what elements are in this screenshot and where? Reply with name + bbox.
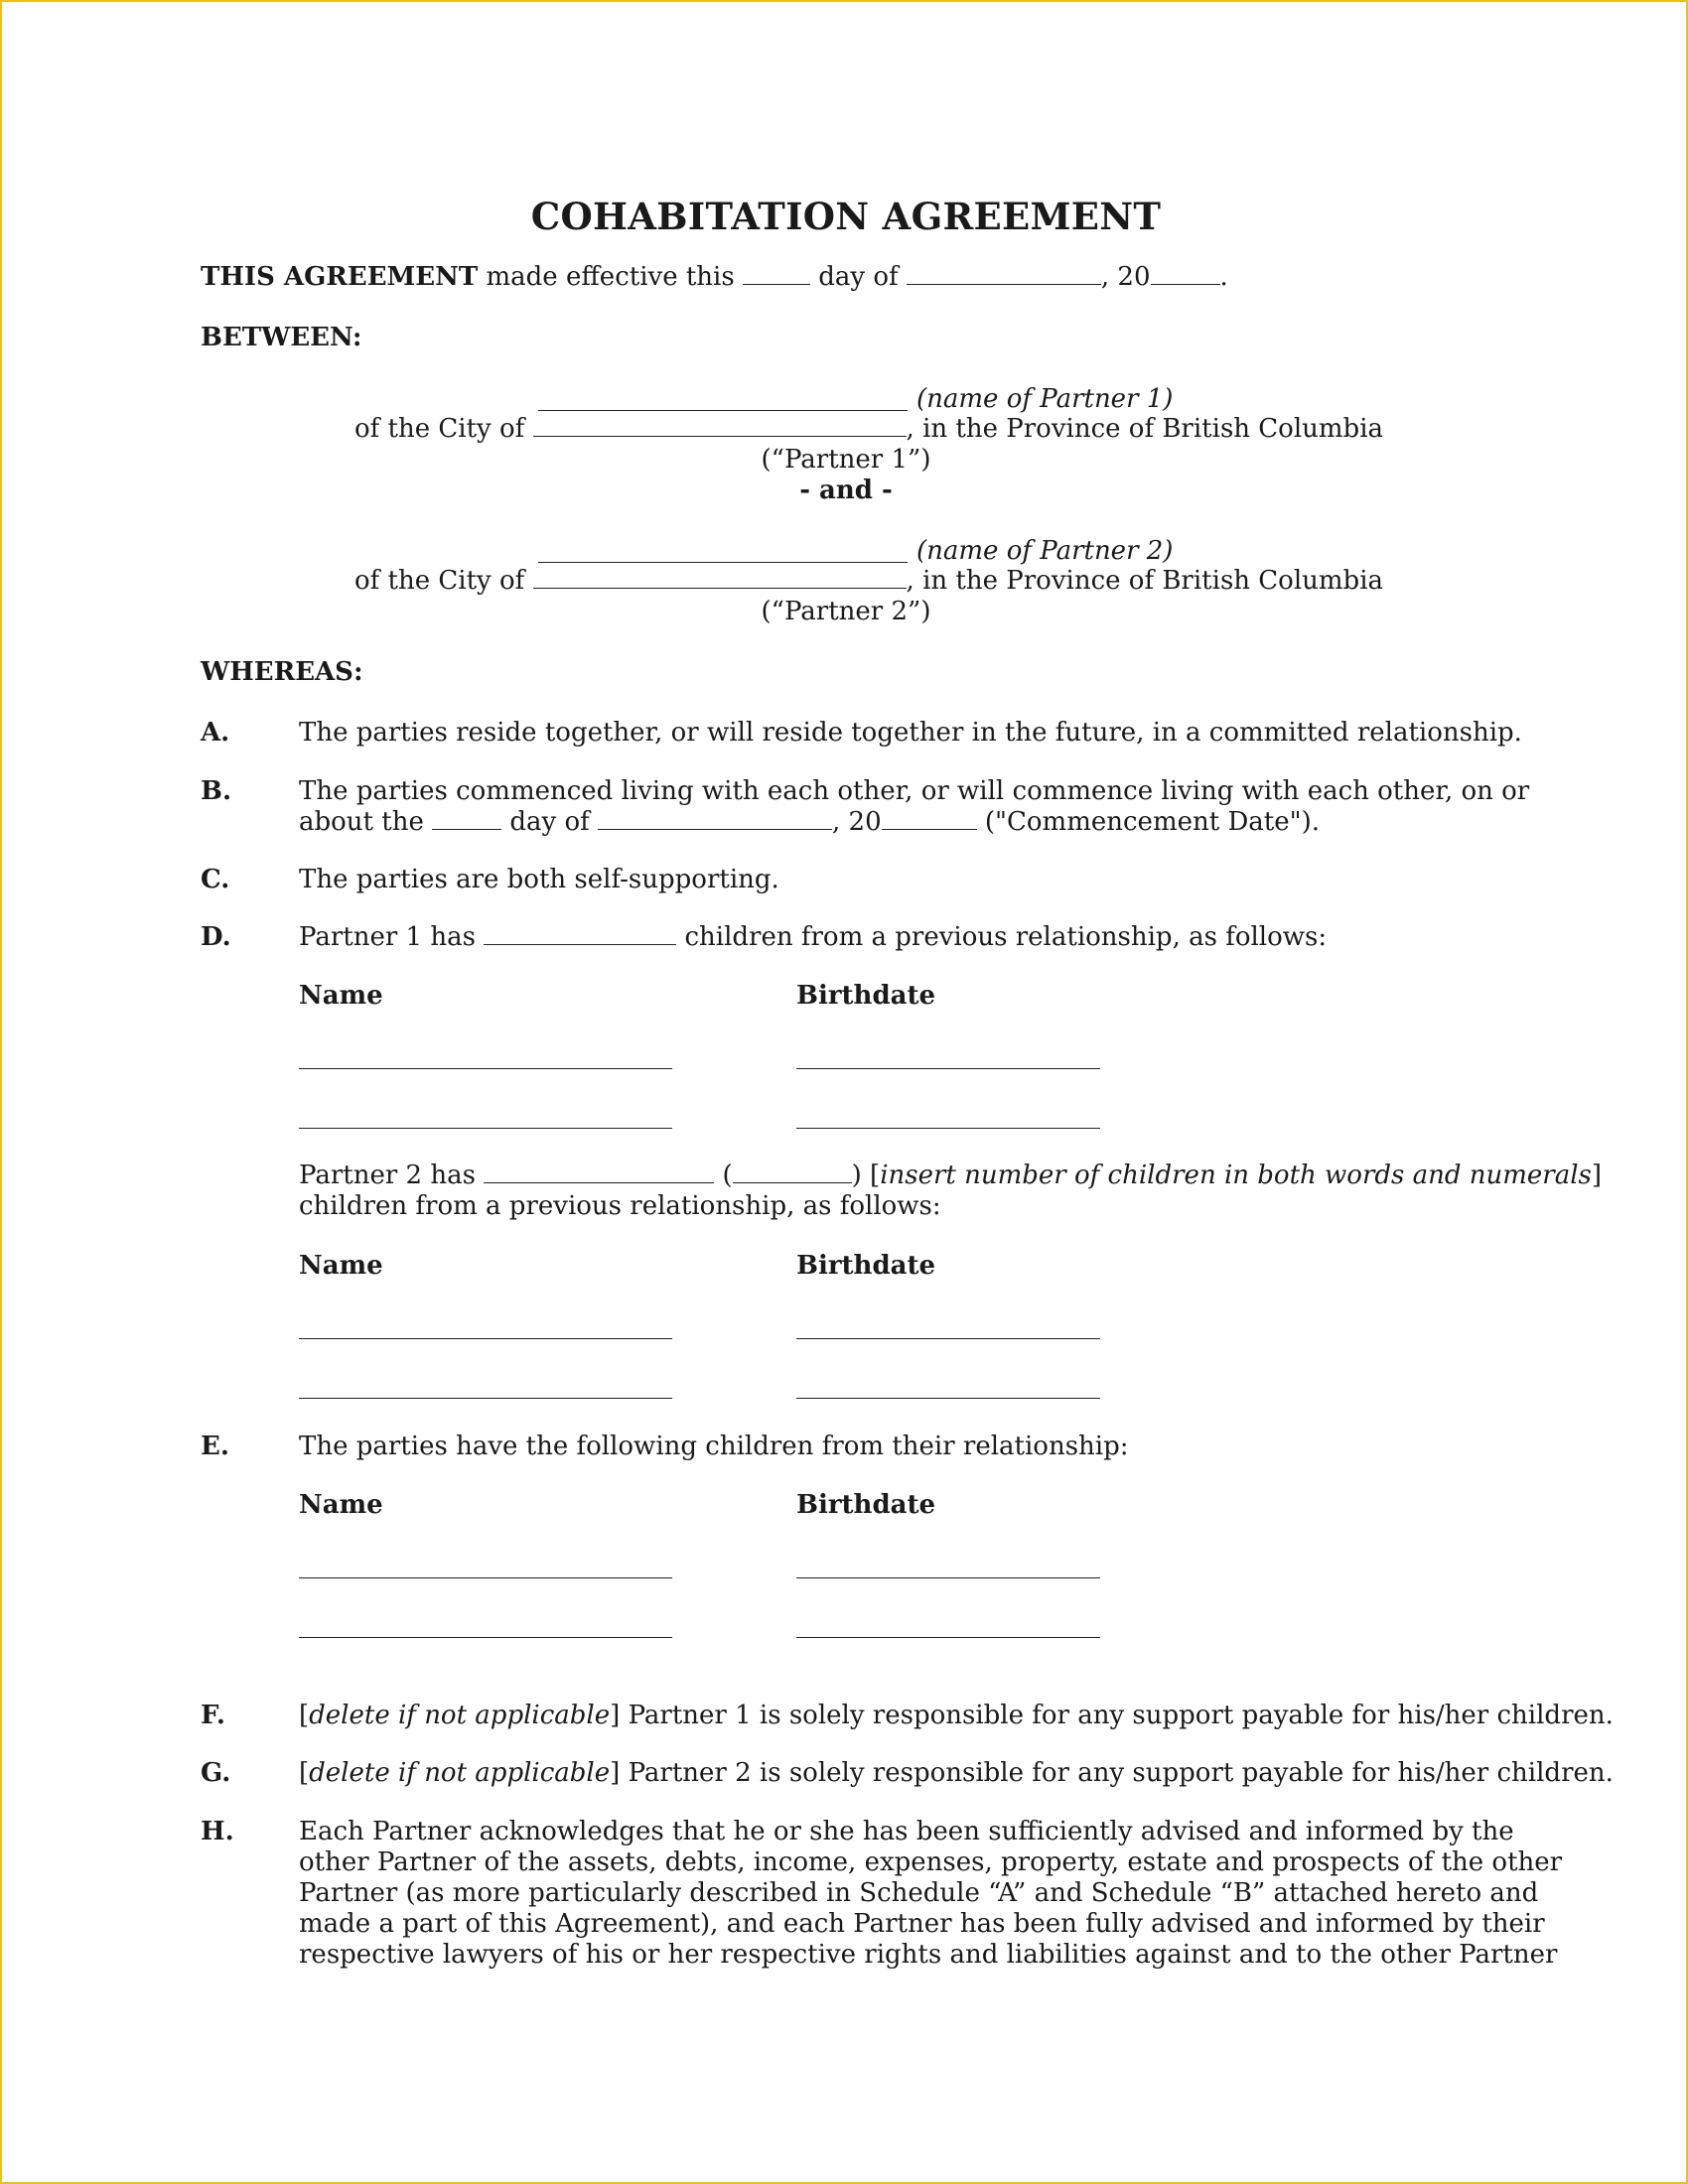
d-child-name-blank-2[interactable] — [299, 1128, 672, 1129]
partner2-children-instruction: insert number of children in both words and numerals — [880, 1160, 1592, 1190]
e-name-header: Name — [299, 1490, 383, 1520]
effective-text-1: made effective this — [486, 262, 735, 292]
commencement-month-blank[interactable] — [598, 807, 832, 830]
clause-g-letter: G. — [201, 1758, 231, 1788]
document-title: COHABITATION AGREEMENT — [530, 195, 1162, 238]
effective-end: . — [1219, 262, 1228, 292]
partner2-children-numeral-blank[interactable] — [733, 1160, 852, 1183]
partner1-province: , in the Province of British Columbia — [906, 414, 1384, 444]
clause-h-line-5: respective lawyers of his or her respective rights and liabilities against and to the other Partner — [299, 1940, 1558, 1970]
clause-h-line-3: Partner (as more particularly described in Schedule “A” and Schedule “B” attached hereto and — [299, 1878, 1539, 1908]
agreement-lead: THIS AGREEMENT — [201, 262, 479, 292]
clause-d-text: Partner 1 has children from a previous relationship, as follows: — [299, 922, 1328, 952]
clause-g-instruction: delete if not applicable — [309, 1758, 611, 1788]
clause-b-letter: B. — [201, 776, 232, 806]
e-child-birthdate-blank-1[interactable] — [796, 1577, 1100, 1578]
effective-text-2: day of — [818, 262, 899, 292]
partner2-children-line-1: Partner 2 has ( ) [insert number of children in both words and numerals] — [299, 1160, 1603, 1190]
commencement-day-blank[interactable] — [432, 807, 501, 830]
commencement-year-blank[interactable] — [882, 807, 977, 830]
partner1-name-label: (name of Partner 1) — [916, 384, 1174, 414]
clause-b-text — [299, 776, 1530, 838]
d2-child-name-blank-1[interactable] — [299, 1338, 672, 1339]
e-child-name-blank-2[interactable] — [299, 1637, 672, 1638]
effective-line — [201, 262, 1228, 293]
clause-h-line-2: other Partner of the assets, debts, income, expenses, property, estate and prospects of the other — [299, 1847, 1563, 1877]
partner1-city-prefix: of the City of — [354, 414, 525, 444]
clause-f-text: [delete if not applicable] Partner 1 is solely responsible for any support payable for his/her children. — [299, 1701, 1614, 1730]
e-child-name-blank-1[interactable] — [299, 1577, 672, 1578]
partner1-city-blank[interactable] — [533, 414, 907, 437]
d-name-header: Name — [299, 981, 383, 1011]
whereas-heading: WHEREAS: — [201, 657, 363, 687]
d2-child-name-blank-2[interactable] — [299, 1398, 672, 1399]
clause-g-text: [delete if not applicable] Partner 2 is solely responsible for any support payable for his/her children. — [299, 1758, 1614, 1788]
partner2-city-blank[interactable] — [533, 566, 907, 589]
partner1-defined-term: (“Partner 1”) — [761, 445, 931, 475]
and-separator: - and - — [799, 476, 893, 505]
clause-e-text: The parties have the following children from their relationship: — [299, 1432, 1129, 1461]
d-child-name-blank-1[interactable] — [299, 1068, 672, 1069]
day-blank[interactable] — [743, 262, 810, 285]
e-birthdate-header: Birthdate — [796, 1490, 936, 1520]
e-child-birthdate-blank-2[interactable] — [796, 1637, 1100, 1638]
partner2-children-text — [299, 1160, 1603, 1222]
clause-b-line-1: The parties commenced living with each other, or will commence living with each other, on or — [299, 776, 1530, 806]
partner2-province: , in the Province of British Columbia — [906, 566, 1384, 596]
partner2-city-line — [354, 566, 1383, 597]
partner2-city-prefix: of the City of — [354, 566, 525, 596]
clause-f-letter: F. — [201, 1701, 225, 1730]
d2-name-header: Name — [299, 1251, 383, 1281]
clause-c-letter: C. — [201, 865, 230, 894]
between-heading: BETWEEN: — [201, 323, 362, 352]
partner2-children-words-blank[interactable] — [484, 1160, 714, 1183]
d-birthdate-header: Birthdate — [796, 981, 936, 1011]
clause-h-letter: H. — [201, 1817, 234, 1846]
clause-b-line-2: about the day of , 20 ("Commencement Date"). — [299, 807, 1320, 837]
d-child-birthdate-blank-2[interactable] — [796, 1128, 1100, 1129]
clause-d-letter: D. — [201, 922, 231, 952]
clause-a-text: The parties reside together, or will reside together in the future, in a committed relationship. — [299, 718, 1522, 748]
clause-c-text: The parties are both self-supporting. — [299, 865, 779, 894]
clause-h-line-4: made a part of this Agreement), and each Partner has been fully advised and informed by their — [299, 1909, 1545, 1939]
partner2-children-line-2: children from a previous relationship, as follows: — [299, 1191, 941, 1221]
clause-a-letter: A. — [201, 718, 230, 748]
d2-birthdate-header: Birthdate — [796, 1251, 936, 1281]
month-blank[interactable] — [907, 262, 1101, 285]
partner2-name-blank[interactable] — [538, 562, 908, 563]
partner2-defined-term: (“Partner 2”) — [761, 597, 931, 626]
d2-child-birthdate-blank-2[interactable] — [796, 1398, 1100, 1399]
clause-e-letter: E. — [201, 1432, 229, 1461]
clause-f-instruction: delete if not applicable — [309, 1701, 611, 1730]
year-blank[interactable] — [1151, 262, 1220, 285]
d-child-birthdate-blank-1[interactable] — [796, 1068, 1100, 1069]
effective-text-3: , 20 — [1100, 262, 1151, 292]
clause-h-text — [299, 1817, 1563, 1971]
partner2-name-label: (name of Partner 2) — [916, 536, 1174, 566]
clause-h-line-1: Each Partner acknowledges that he or she has been sufficiently advised and informed by the — [299, 1817, 1514, 1846]
partner1-name-blank[interactable] — [538, 410, 908, 411]
d2-child-birthdate-blank-1[interactable] — [796, 1338, 1100, 1339]
partner1-children-count-blank[interactable] — [484, 922, 676, 945]
partner1-city-line — [354, 414, 1383, 445]
